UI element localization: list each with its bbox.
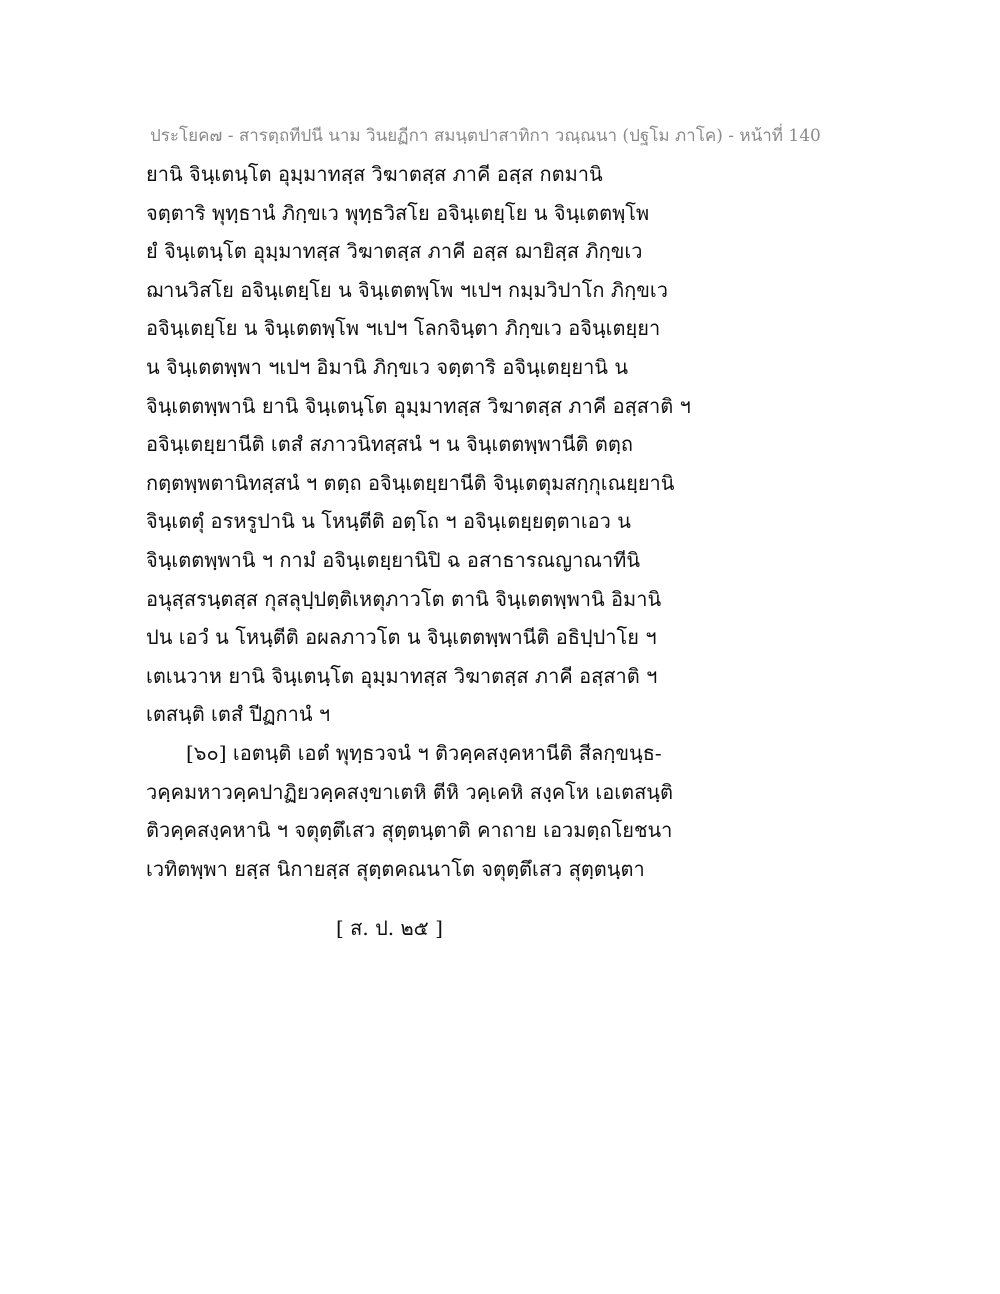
text-line: จินฺเตตพฺพานิ ยานิ จินฺเตนฺโต อุมฺมาทสฺส วิฆาตสฺส ภาคี อสฺสาติ ฯ: [146, 393, 691, 418]
text-line: ยานิ จินฺเตนฺโต อุมฺมาทสฺส วิฆาตสฺส ภาคี อสฺส กตมานิ: [146, 162, 603, 186]
text-line: จตฺตาริ พุทฺธานํ ภิกฺขเว พุทฺธวิสโย อจินฺเตยฺโย น จินฺเตตพฺโพ: [146, 200, 650, 225]
text-line: เตเนวาห ยานิ จินฺเตนฺโต อุมฺมาทสฺส วิฆาตสฺส ภาคี อสฺสาติ ฯ: [146, 663, 658, 688]
text-line: จินฺเตตุํ อรหรูปานิ น โหนฺตีติ อตฺโถ ฯ อจินฺเตยฺยตฺตาเอว น: [146, 509, 631, 534]
text-line: น จินฺเตตพฺพา ฯเปฯ อิมานิ ภิกฺขเว จตฺตาริ อจินฺเตยฺยานิ น: [146, 354, 629, 379]
paragraph-start-line: [๖๐] เอตนฺติ เอตํ พุทฺธวจนํ ฯ ติวคฺคสงฺคหานีติ สีลกฺขนฺธ-: [186, 740, 662, 765]
text-line: กตฺตพฺพตานิทสฺสนํ ฯ ตตฺถ อจินฺเตยฺยานีติ จินฺเตตุมสกฺกุเณยฺยานิ: [146, 470, 675, 495]
page-marker: [ ส. ป. ๒๕ ]: [336, 916, 443, 940]
text-line: เตสนฺติ เตสํ ปีฏกานํ ฯ: [146, 702, 331, 727]
text-line: ปน เอวํ น โหนฺตีติ อผลภาวโต น จินฺเตตพฺพานีติ อธิปฺปาโย ฯ: [146, 625, 657, 650]
body-text: [146, 155, 706, 888]
text-line: อนุสฺสรนฺตสฺส กุสลุปฺปตฺติเหตุภาวโต ตานิ จินฺเตตพฺพานิ อิมานิ: [146, 586, 662, 611]
text-line: อจินฺเตยฺยานีติ เตสํ สภาวนิทสฺสนํ ฯ น จินฺเตตพฺพานีติ ตตฺถ: [146, 432, 633, 457]
text-line: วคฺคมหาวคฺคปาฏิยวคฺคสงฺขาเตหิ ตีหิ วคฺเคหิ สงฺคโห เอเตสนฺติ: [146, 779, 673, 804]
text-line: เวทิตพฺพา ยสฺส นิกายสฺส สุตฺตคณนาโต จตุตฺตึเสว สุตฺตนฺตา: [146, 856, 645, 881]
running-header: ประโยค๗ - สารตฺถทีปนี นาม วินยฏีกา สมนฺตปาสาทิกา วณฺณนา (ปฐโม ภาโค) - หน้าที่ 140: [150, 126, 821, 146]
text-line: อจินฺเตยฺโย น จินฺเตตพฺโพ ฯเปฯ โลกจินฺตา ภิกฺขเว อจินฺเตยฺยา: [146, 316, 661, 341]
text-line: ติวคฺคสงฺคหานิ ฯ จตุตฺตึเสว สุตฺตนฺตาติ คาถาย เอวมตฺถโยชนา: [146, 818, 673, 843]
text-line: ยํ จินฺเตนฺโต อุมฺมาทสฺส วิฆาตสฺส ภาคี อสฺส ฌายิสฺส ภิกฺขเว: [146, 239, 643, 264]
text-line: ฌานวิสโย อจินฺเตยฺโย น จินฺเตตพฺโพ ฯเปฯ กมฺมวิปาโก ภิกฺขเว: [146, 277, 668, 302]
text-line: จินฺเตตพฺพานิ ฯ กามํ อจินฺเตยฺยานิปิ ฉ อสาธารณญาณาทีนิ: [146, 547, 640, 572]
